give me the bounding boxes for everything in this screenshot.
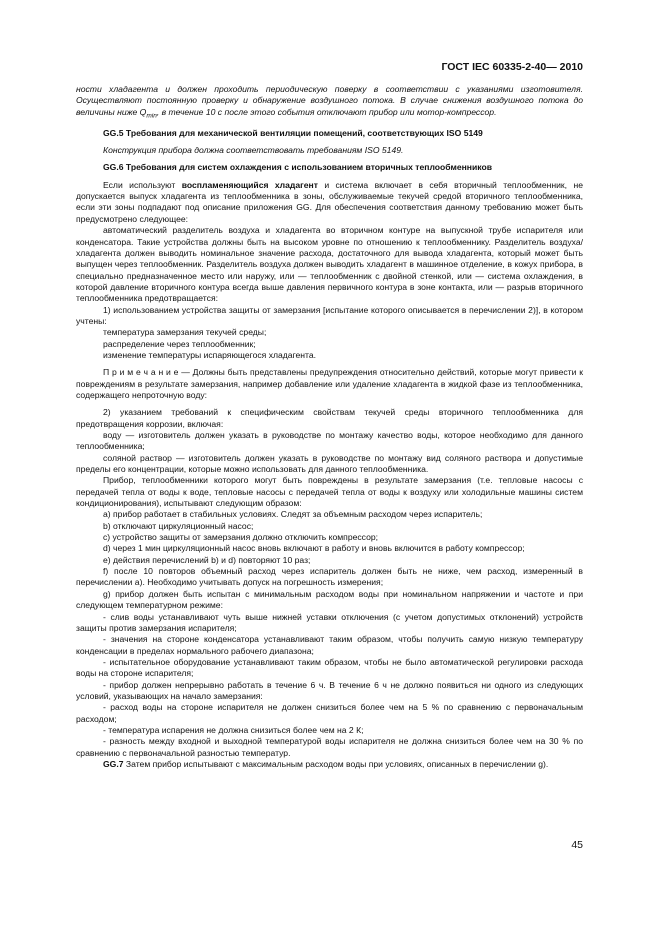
- paragraph: [76, 180, 583, 225]
- text-span: Если используют: [103, 179, 182, 190]
- dash-item: - разность между входной и выходной температурой воды испарителя не должна снизиться более чем на 30 % по сравнению с первоначальной разностью температур.: [76, 736, 583, 758]
- section-heading-gg5: [76, 128, 583, 139]
- paragraph: 1) использованием устройства защиты от замерзания [испытание которого описывается в перечислении 2)], в котором учтены:: [76, 304, 583, 326]
- dash-item: - расход воды на стороне испарителя не должен снизиться более чем на 5 % по сравнению с первоначальным расходом;: [76, 702, 583, 724]
- paragraph: воду — изготовитель должен указать в руководстве по монтажу качество воды, которое необходимо для данного теплообменника;: [76, 430, 583, 452]
- list-item: температура замерзания текучей среды;: [103, 327, 267, 338]
- dash-item: - значения на стороне конденсатора устанавливают таким образом, чтобы получить самую низкую температуру конденсации в пределах нормального рабочего диапазона;: [76, 634, 583, 656]
- text-span: и система включает в себя вторичный теплообменник, не допускается выпуск хладагента из теплообменника в зоны, обслуживаемые текучей средой вторичного теплообменника, если эти зоны подпадают под описание приложения GG. Для обеспечения соответствия данному требованию может быть предусмотрено следующее:: [76, 179, 583, 224]
- page-number: 45: [571, 839, 583, 851]
- list-item: g) прибор должен быть испытан с минимальным расходом воды при номинальном напряжении и частоте и при следующем температурном режиме:: [76, 588, 583, 611]
- note: П р и м е ч а н и е — Должны быть представлены предупреждения относительно действий, которые могут привести к повреждениям в результате замерзания, например добавление или удаление хладагента в жидкой фазе из теплообменника, содержащего непроточную воду:: [76, 367, 583, 400]
- paragraph: автоматический разделитель воздуха и хладагента во вторичном контуре на выпускной трубе испарителя или конденсатора. Такие устройства должны быть на высоком уровне по отношению к теплообменнику. Разделитель воздуха/хладагента должен выводить номинальное значение расхода, достаточного для вывода хладагента, который может быть выпущен через теплообменник. Разделитель воздуха должен выводить хладагент в машинное отделение, в кожух прибора, в специально предназначенное место или наружу, или — теплообменник с двойной стенкой, или — система охлаждения, в которой давление вторичного контура всегда выше давления первичного контура в зоне контакта, или — разрыв вторичного теплообменника предотвращается:: [76, 225, 583, 304]
- list-item: e) действия перечислений b) и d) повторяют 10 раз;: [103, 554, 311, 565]
- list-item: распределение через теплообменник;: [103, 338, 256, 349]
- list-item: d) через 1 мин циркуляционный насос вновь включают в работу и вновь включится в работу компрессор;: [103, 543, 525, 554]
- dash-item: - температура испарения не должна снизиться более чем на 2 К;: [103, 724, 364, 735]
- section-title: Требования для механической вентиляции помещений, соответствующих ISO 5149: [123, 127, 483, 138]
- text-span: , в течение 10 с после этого события отключают прибор или мотор-компрессор.: [156, 106, 497, 117]
- list-item: b) отключают циркуляционный насос;: [103, 520, 254, 531]
- paragraph: Конструкция прибора должна соответствовать требованиям ISO 5149.: [103, 145, 404, 156]
- list-item: a) прибор работает в стабильных условиях. Следят за объемным расходом через испаритель;: [103, 509, 483, 520]
- list-item: c) устройство защиты от замерзания должно отключить компрессор;: [103, 532, 379, 543]
- document-body: [76, 84, 583, 770]
- text-span: ности хладагента и должен проходить периодическую поверку в соответствии с указаниями изготовителя. Осуществляют постоянную проверку и обнаружение воздушного потока. В случае снижения воздушного потока до величины ниже Q: [76, 84, 583, 117]
- paragraph: Прибор, теплообменники которого могут быть повреждены в результате замерзания (т.е. тепловые насосы с передачей тепла от воды к воде, тепловые насосы с передачей тепла от воды к воздуху или холодильные машины систем кондиционирования), испытывают следующим образом:: [76, 475, 583, 509]
- standard-header: ГОСТ IEC 60335-2-40— 2010: [441, 61, 583, 73]
- text-span: Затем прибор испытывают с максимальным расходом воды при условиях, описанных в перечислении g).: [123, 758, 549, 769]
- section-number: GG.7: [103, 758, 124, 769]
- paragraph-continuation: [76, 84, 583, 122]
- section-title: Требования для систем охлаждения с использованием вторичных теплообменников: [123, 162, 492, 173]
- section-heading-gg6: [76, 162, 583, 173]
- section-number: GG.6: [103, 162, 124, 173]
- dash-item: - прибор должен непрерывно работать в течение 6 ч. В течение 6 ч не должно появиться ни одного из следующих условий, указывающих на начало замерзания:: [76, 679, 583, 701]
- section-number: GG.5: [103, 127, 124, 138]
- paragraph: соляной раствор — изготовитель должен указать в руководстве по монтажу вид соляного раствора и допустимые пределы его концентрации, которые можно использовать для данного теплообменника.: [76, 452, 583, 475]
- dash-item: - слив воды устанавливают чуть выше нижней уставки отключения (с учетом допустимых отклонений) устройств защиты против замерзания испарителя;: [76, 611, 583, 633]
- bold-term: воспламеняющийся хладагент: [181, 179, 318, 190]
- section-gg7: [76, 759, 583, 770]
- list-item: изменение температуры испаряющегося хладагента.: [103, 349, 317, 360]
- paragraph: 2) указанием требований к специфическим свойствам текучей среды вторичного теплообменника для предотвращения коррозии, включая:: [76, 407, 583, 429]
- list-item: f) после 10 повторов объемный расход через испаритель должен быть не ниже, чем расход, измеренный в перечислении a). Необходимо учитывать допуск на погрешность измерения;: [76, 566, 583, 588]
- dash-item: - испытательное оборудование устанавливают таким образом, чтобы не было автоматической регулировки расхода воды на стороне испарителя;: [76, 656, 583, 679]
- subscript: min: [146, 112, 157, 120]
